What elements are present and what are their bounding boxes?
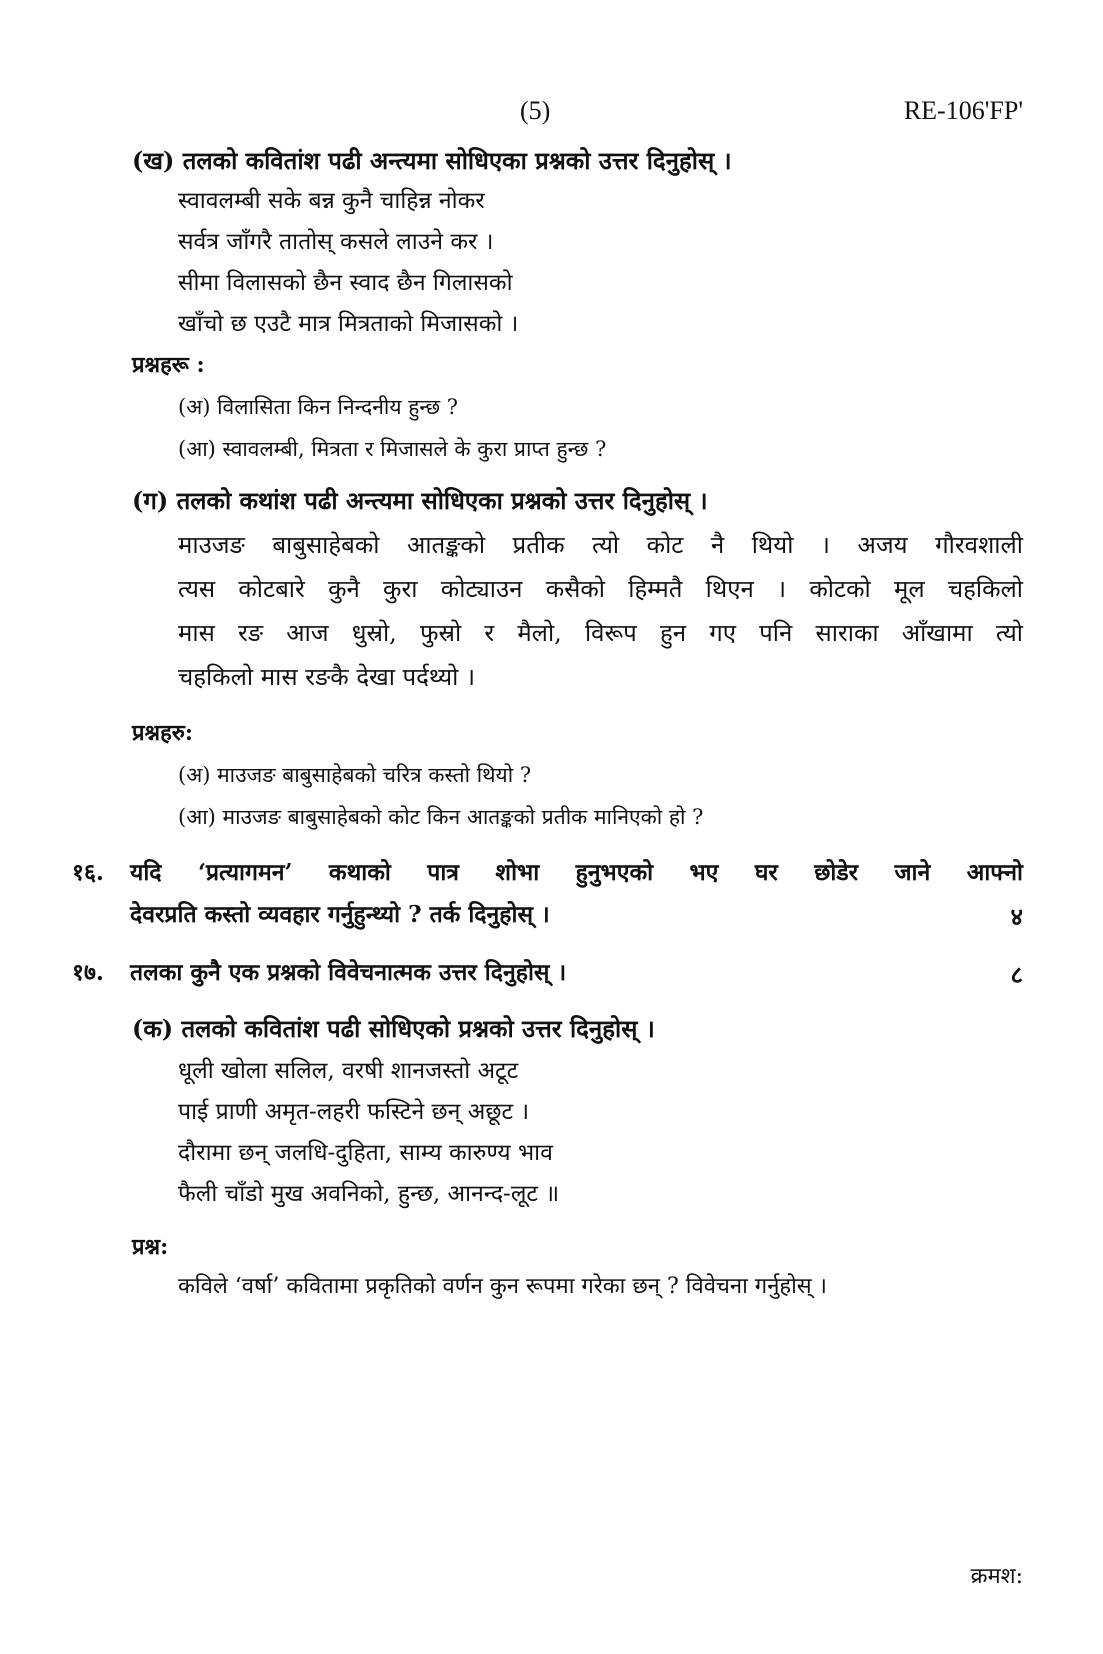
question-number: १७. (72, 959, 104, 986)
poem-line: सीमा विलासको छैन स्वाद छैन गिलासको (178, 270, 513, 296)
question-text: देवरप्रति कस्तो व्यवहार गर्नुहुन्थ्यो ? तर्क दिनुहोस् । (130, 901, 550, 928)
page-number: (5) (520, 96, 551, 125)
question-text: तलका कुनै एक प्रश्नको विवेचनात्मक उत्तर दिनुहोस् । (130, 959, 567, 986)
question-17 (72, 958, 1023, 988)
question-16 (72, 858, 1023, 888)
question-text: यदि ‘प्रत्यागमन’ कथाको पात्र शोभा हुनुभएको भए घर छोडेर जाने आफ्नो (130, 859, 1023, 886)
poem-line: पाई प्राणी अमृत-लहरी फस्टिने छन् अछूट । (178, 1099, 530, 1125)
questions-label: प्रश्नहरु: (132, 720, 194, 746)
sub-question: (अ) विलासिता किन निन्दनीय हुन्छ ? (178, 395, 459, 419)
passage-line: त्यस कोटबारे कुनै कुरा कोट्याउन कसैको हिम्मतै थिएन । कोटको मूल चहकिलो (178, 575, 1023, 603)
paper-code: RE-106'FP' (903, 96, 1023, 125)
poem-line: सर्वत्र जाँगरै तातोस् कसले लाउने कर । (178, 229, 494, 255)
sub-question: (अ) माउजङ बाबुसाहेबको चरित्र कस्तो थियो ? (178, 763, 532, 787)
poem-line: फैली चाँडो मुख अवनिको, हुन्छ, आनन्द-लूट ॥ (178, 1181, 560, 1207)
continued-label: क्रमश: (970, 1564, 1023, 1589)
poem-line: दौरामा छन् जलधि-दुहिता, साम्य कारुण्य भाव (178, 1140, 553, 1166)
passage-line: मास रङ आज धुस्रो, फुस्रो र मैलो, विरूप हुन गए पनि साराका आँखामा त्यो (178, 619, 1023, 647)
passage-line: माउजङ बाबुसाहेबको आतङ्कको प्रतीक त्यो कोट नै थियो । अजय गौरवशाली (178, 531, 1023, 559)
poem-line: धूली खोला सलिल, वरषी शानजस्तो अटूट (178, 1058, 519, 1084)
section-ga-title: (ग) तलको कथांश पढी अन्त्यमा सोधिएका प्रश्नको उत्तर दिनुहोस् । (132, 486, 708, 515)
poem-line: खाँचो छ एउटै मात्र मित्रताको मिजासको । (178, 311, 519, 337)
question-label: प्रश्न: (132, 1234, 169, 1260)
marks: ४ (1010, 902, 1023, 931)
sub-question: (आ) स्वावलम्बी, मित्रता र मिजासले के कुरा प्राप्त हुन्छ ? (178, 437, 607, 461)
questions-label: प्रश्नहरू : (132, 352, 205, 378)
sub-question: कविले ‘वर्षा’ कवितामा प्रकृतिको वर्णन कुन रूपमा गरेका छन् ? विवेचना गर्नुहोस् । (178, 1274, 827, 1299)
section-ka-title: (क) तलको कवितांश पढी सोधिएको प्रश्नको उत्तर दिनुहोस् । (132, 1014, 655, 1043)
marks: ८ (1010, 960, 1023, 989)
passage-line: चहकिलो मास रङकै देखा पर्दथ्यो । (178, 663, 476, 691)
poem-line: स्वावलम्बी सके बन्न कुनै चाहिन्न नोकर (178, 188, 485, 214)
sub-question: (आ) माउजङ बाबुसाहेबको कोट किन आतङ्कको प्रतीक मानिएको हो ? (178, 805, 704, 829)
question-number: १६. (72, 859, 104, 886)
section-kha-title: (ख) तलको कवितांश पढी अन्त्यमा सोधिएका प्रश्नको उत्तर दिनुहोस् । (132, 146, 732, 175)
